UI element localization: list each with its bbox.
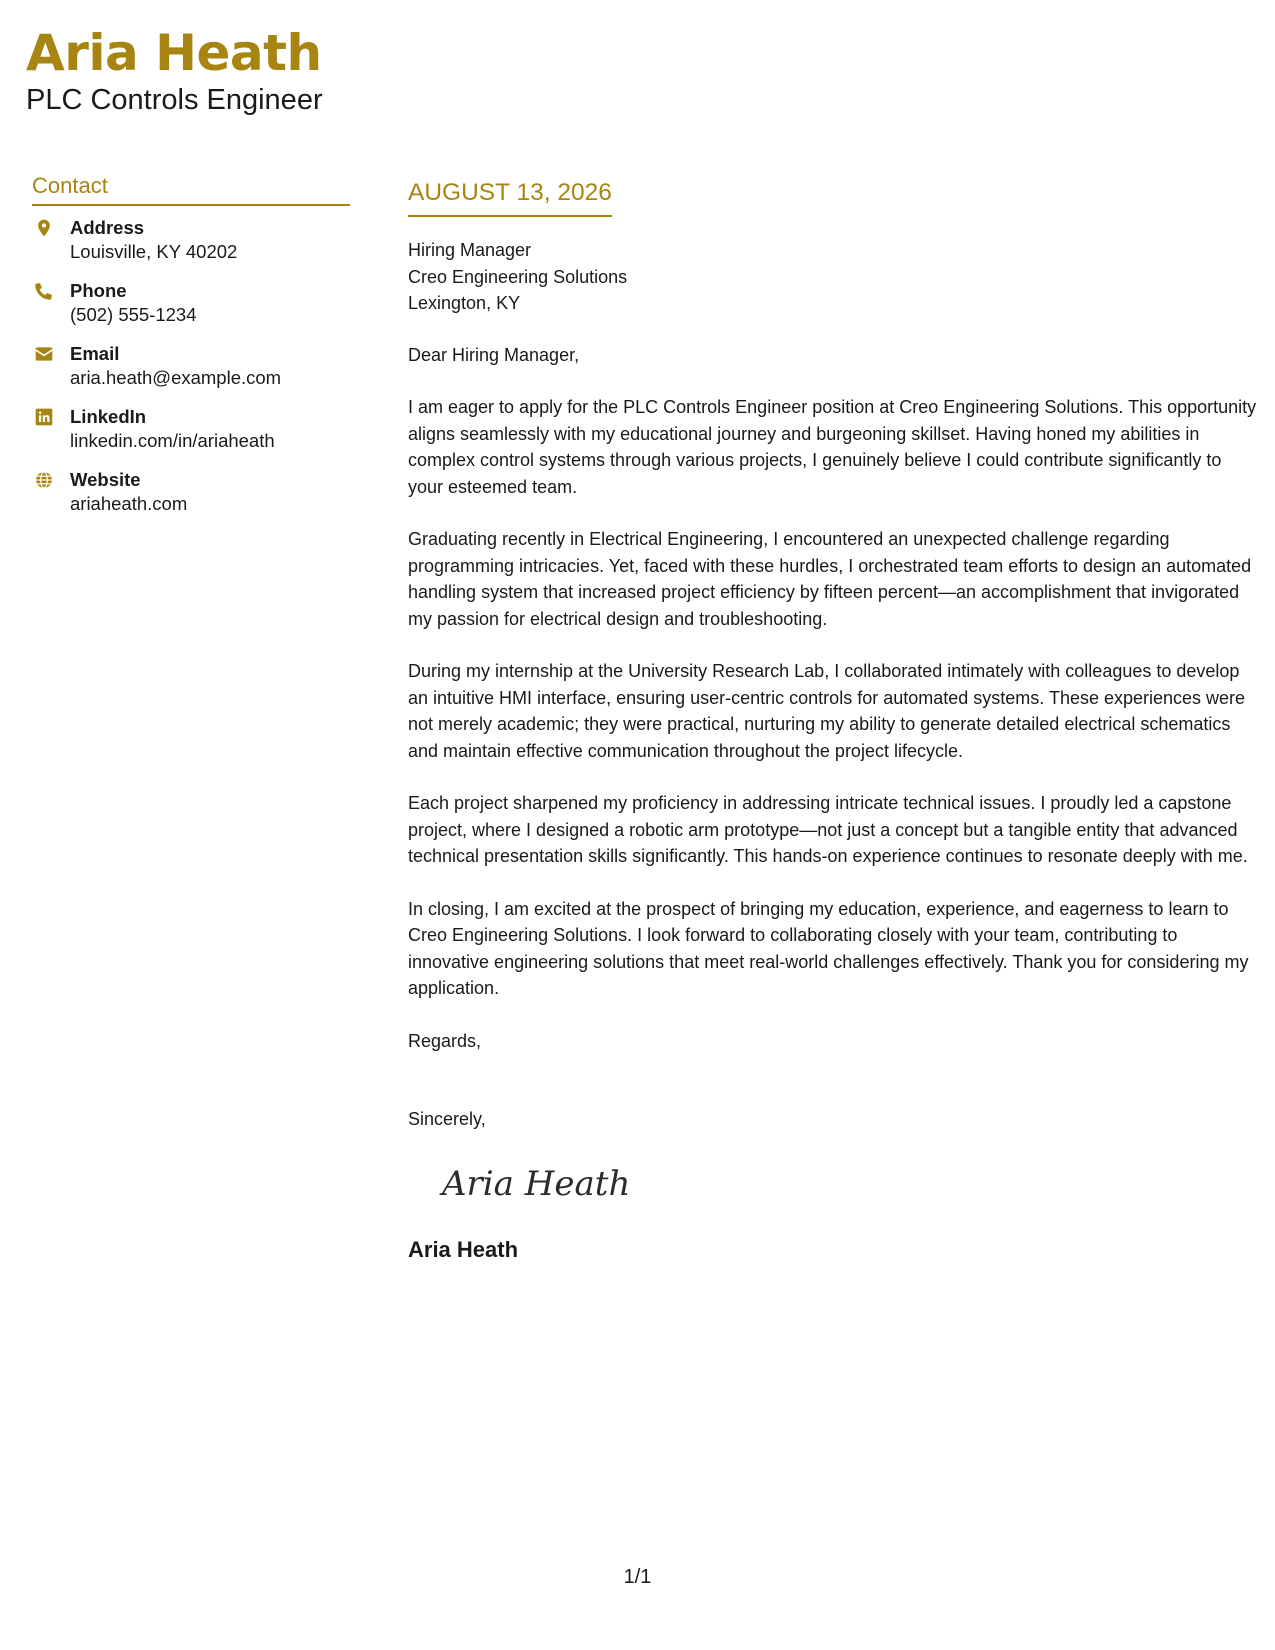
contact-item-address bbox=[32, 216, 350, 279]
address-label: Address bbox=[70, 217, 145, 238]
phone-value: (502) 555-1234 bbox=[70, 304, 197, 325]
email-value[interactable]: aria.heath@example.com bbox=[70, 367, 282, 388]
envelope-icon bbox=[34, 344, 54, 364]
salutation: Dear Hiring Manager, bbox=[408, 344, 580, 365]
linkedin-value[interactable]: linkedin.com/in/ariaheath bbox=[70, 430, 275, 451]
svg-text:Aria Heath: Aria Heath bbox=[442, 1163, 631, 1204]
address-value: Louisville, KY 40202 bbox=[70, 241, 238, 262]
recipient-block bbox=[408, 237, 1258, 317]
applicant-name: Aria Heath bbox=[26, 24, 322, 82]
body-paragraph: Graduating recently in Electrical Engineering, I encountered an unexpected challenge regarding programming intricacies. Yet, faced with these hurdles, I orchestrated team efforts to design an automated handling system that increased project efficiency by fifteen percent—an accomplishment that invigorated my passion for electrical design and troubleshooting. bbox=[408, 529, 1252, 629]
recipient-name: Hiring Manager bbox=[408, 240, 532, 260]
recipient-company: Creo Engineering Solutions bbox=[408, 266, 628, 287]
body-paragraph: In closing, I am excited at the prospect of bringing my education, experience, and eagerness to learn to Creo Engineering Solutions. I look forward to collaborating closely with your team, contributing to innovative engineering solutions that meet real-world challenges effectively. Thank you for considering my application. bbox=[408, 898, 1249, 998]
contact-sidebar bbox=[32, 172, 350, 531]
cover-letter bbox=[408, 177, 1258, 1264]
map-pin-icon bbox=[34, 218, 54, 238]
contact-item-phone bbox=[32, 279, 350, 342]
closing-regards: Regards, bbox=[408, 1030, 482, 1051]
contact-item-email bbox=[32, 342, 350, 405]
email-label: Email bbox=[70, 343, 120, 364]
body-paragraph: I am eager to apply for the PLC Controls Engineer position at Creo Engineering Solutions. This opportunity aligns seamlessly with my educational journey and burgeoning skillset. Having honed my abilities in complex control systems through various projects, I genuinely believe I could contribute significantly to your esteemed team. bbox=[408, 397, 1257, 497]
contact-item-linkedin bbox=[32, 405, 350, 468]
contact-item-website bbox=[32, 468, 350, 531]
signer-name: Aria Heath bbox=[408, 1237, 519, 1262]
phone-label: Phone bbox=[70, 280, 127, 301]
website-value[interactable]: ariaheath.com bbox=[70, 493, 188, 514]
page-number: 1/1 bbox=[623, 1566, 652, 1588]
body-paragraph: Each project sharpened my proficiency in addressing intricate technical issues. I proudly led a capstone project, where I designed a robotic arm prototype—not just a concept but a tangible entity that advanced technical presentation skills significantly. This hands-on experience continues to resonate deeply with me. bbox=[408, 793, 1248, 866]
website-label: Website bbox=[70, 469, 141, 490]
handwritten-signature bbox=[438, 1153, 658, 1213]
phone-icon bbox=[34, 281, 54, 301]
job-title: PLC Controls Engineer bbox=[26, 84, 323, 116]
recipient-location: Lexington, KY bbox=[408, 293, 521, 313]
linkedin-icon bbox=[34, 407, 54, 427]
globe-icon bbox=[34, 470, 54, 490]
closing-sincerely: Sincerely, bbox=[408, 1109, 486, 1129]
linkedin-label: LinkedIn bbox=[70, 406, 147, 427]
letter-date: AUGUST 13, 2026 bbox=[408, 177, 612, 217]
body-paragraph: During my internship at the University Research Lab, I collaborated intimately with colleagues to develop an intuitive HMI interface, ensuring user-centric controls for automated systems. These experiences were not merely academic; they were practical, nurturing my ability to generate detailed electrical schematics and maintain effective communication throughout the project lifecycle. bbox=[408, 661, 1246, 761]
contact-heading: Contact bbox=[32, 172, 350, 206]
